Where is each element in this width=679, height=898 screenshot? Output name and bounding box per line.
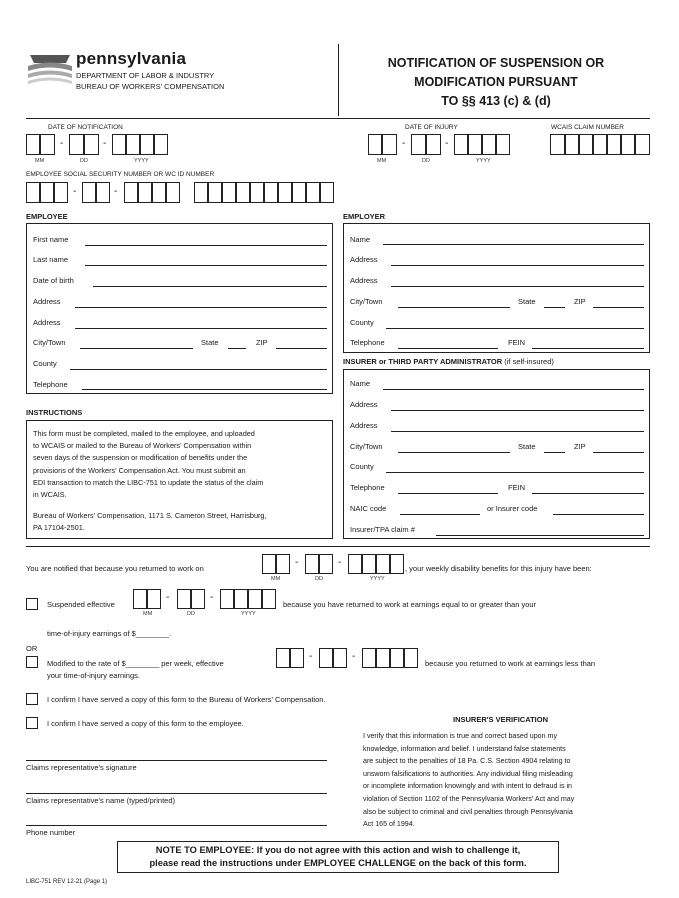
employer-state-label: State xyxy=(518,297,536,306)
employer-fein-label: FEIN xyxy=(508,338,526,347)
first-name-label: First name xyxy=(33,235,69,244)
brand-name: pennsylvania xyxy=(76,49,187,68)
employee-county-input[interactable] xyxy=(70,369,327,370)
rep-name-label: Claims representative's name (typed/printed) xyxy=(26,796,175,805)
employer-phone-input[interactable] xyxy=(398,348,498,349)
employer-address1-input[interactable] xyxy=(391,265,644,266)
employee-city-label: City/Town xyxy=(33,338,66,347)
tpa-claim-label: Insurer/TPA claim # xyxy=(350,525,415,534)
insurer-name-input[interactable] xyxy=(383,389,644,390)
ssn-label: EMPLOYEE SOCIAL SECURITY NUMBER OR WC ID NUMBER xyxy=(26,171,215,178)
confirm-employee-label: I confirm I have served a copy of this form to the employee. xyxy=(47,719,244,728)
employee-phone-label: Telephone xyxy=(33,380,68,389)
employer-zip-input[interactable] xyxy=(593,307,644,308)
date-of-injury-label: DATE OF INJURY xyxy=(405,124,458,131)
tpa-claim-input[interactable] xyxy=(436,535,644,536)
employee-county-label: County xyxy=(33,359,57,368)
insurer-phone-label: Telephone xyxy=(350,483,385,492)
modified-reason-2: your time-of-injury earnings. xyxy=(47,671,140,680)
employee-address1-input[interactable] xyxy=(75,307,327,308)
employer-name-label: Name xyxy=(350,235,371,244)
employer-address1-label: Address xyxy=(350,255,378,264)
employer-heading: EMPLOYER xyxy=(343,212,386,221)
insurer-address1-label: Address xyxy=(350,400,378,409)
bureau-name: BUREAU OF WORKERS' COMPENSATION xyxy=(76,82,225,91)
employee-address2-label: Address xyxy=(33,318,61,327)
note-to-employee: NOTE TO EMPLOYEE: If you do not agree with this action and wish to challenge it, please read the instructions under EMPLOYEE CHALLENGE on the back of this form. xyxy=(117,841,559,873)
employer-county-label: County xyxy=(350,318,374,327)
confirm-bureau-checkbox[interactable] xyxy=(26,693,38,705)
employer-county-input[interactable] xyxy=(386,328,644,329)
insurer-address1-input[interactable] xyxy=(391,410,644,411)
last-name-input[interactable] xyxy=(85,265,327,266)
employee-heading: EMPLOYEE xyxy=(26,212,68,221)
signature-input[interactable] xyxy=(26,760,327,761)
instructions-text: This form must be completed, mailed to the employee, and uploaded to WCAIS or mailed to the Bureau of Workers' Compensation within seven days of the suspension or modification of benefits under the provisions of the Workers' Compensation Act. You must submit an EDI transaction to match the LIBC-751 to update the status of the claim in WCAIS. Bureau of Workers' Compensation, 1171 S. Cameron Street, Harrisburg, PA 17104-2501. xyxy=(33,429,267,533)
insurer-fein-label: FEIN xyxy=(508,483,526,492)
insurer-address2-input[interactable] xyxy=(391,431,644,432)
employee-address1-label: Address xyxy=(33,297,61,306)
instructions-heading: INSTRUCTIONS xyxy=(26,408,83,417)
confirm-employee-checkbox[interactable] xyxy=(26,717,38,729)
form-id-footer: LIBC-751 REV 12-21 (Page 1) xyxy=(26,879,108,885)
insurer-heading: INSURER or THIRD PARTY ADMINISTRATOR (if self-insured) xyxy=(343,357,554,366)
date-of-notification-label: DATE OF NOTIFICATION xyxy=(48,124,123,131)
insurer-code-input[interactable] xyxy=(553,514,644,515)
insurer-phone-input[interactable] xyxy=(398,493,498,494)
rep-name-input[interactable] xyxy=(26,793,327,794)
disability-benefits-text: , your weekly disability benefits for this injury have been: xyxy=(405,564,592,573)
dob-label: Date of birth xyxy=(33,276,74,285)
header-divider xyxy=(338,44,339,116)
confirm-bureau-label: I confirm I have served a copy of this form to the Bureau of Workers' Compensation. xyxy=(47,695,326,704)
insurer-city-label: City/Town xyxy=(350,442,383,451)
verification-text: I verify that this information is true and correct based upon my knowledge, information and belief. I understand false statements are subject to the penalties of 18 Pa. C.S. Section 4904 relating to unsworn falsifications to authorities. Any individual filing misleading or incomplete information knowingly and with intent to defraud is in violation of Section 1102 of the Pennsylvania Workers' Act and may also be subject to criminal and civil penalties through Pennsylvania Act 165 of 1994. xyxy=(363,732,575,829)
insurer-state-label: State xyxy=(518,442,536,451)
employer-zip-label: ZIP xyxy=(574,297,586,306)
insurer-code-label: or Insurer code xyxy=(487,504,538,513)
insurer-name-label: Name xyxy=(350,379,371,388)
wcais-claim-label: WCAIS CLAIM NUMBER xyxy=(551,124,624,131)
employer-phone-label: Telephone xyxy=(350,338,385,347)
employer-city-label: City/Town xyxy=(350,297,383,306)
modified-checkbox[interactable] xyxy=(26,656,38,668)
insurer-fein-input[interactable] xyxy=(532,493,644,494)
employer-fein-input[interactable] xyxy=(532,348,644,349)
employer-section xyxy=(343,223,650,353)
suspended-label: Suspended effective xyxy=(47,600,115,609)
form-title: NOTIFICATION OF SUSPENSION OR MODIFICATION PURSUANT TO §§ 413 (c) & (d) xyxy=(387,56,605,108)
phone-number-input[interactable] xyxy=(26,825,327,826)
verification-heading: INSURER'S VERIFICATION xyxy=(453,715,548,724)
employee-state-input[interactable] xyxy=(228,348,246,349)
employee-city-input[interactable] xyxy=(80,348,193,349)
dob-input[interactable] xyxy=(93,286,327,287)
insurer-zip-input[interactable] xyxy=(593,452,644,453)
employee-state-label: State xyxy=(201,338,219,347)
time-of-injury-earnings: time-of-injury earnings of $________. xyxy=(47,629,172,638)
first-name-input[interactable] xyxy=(85,245,327,246)
return-to-work-text: You are notified that because you returned to work on xyxy=(26,564,204,573)
or-separator: OR xyxy=(26,644,38,653)
employer-name-input[interactable] xyxy=(383,244,644,245)
insurer-address2-label: Address xyxy=(350,421,378,430)
modified-reason: because you returned to work at earnings less than xyxy=(425,659,596,668)
insurer-county-input[interactable] xyxy=(386,472,644,473)
employee-zip-label: ZIP xyxy=(256,338,268,347)
section-rule xyxy=(26,546,650,547)
last-name-label: Last name xyxy=(33,255,69,264)
employer-address2-input[interactable] xyxy=(391,286,644,287)
suspended-checkbox[interactable] xyxy=(26,598,38,610)
insurer-state-input[interactable] xyxy=(544,452,565,453)
header-rule xyxy=(26,118,650,119)
insurer-county-label: County xyxy=(350,462,374,471)
insurer-zip-label: ZIP xyxy=(574,442,586,451)
employer-city-input[interactable] xyxy=(398,307,510,308)
employee-address2-input[interactable] xyxy=(75,328,327,329)
employee-phone-input[interactable] xyxy=(82,389,327,390)
naic-code-input[interactable] xyxy=(400,514,480,515)
employee-zip-input[interactable] xyxy=(276,348,327,349)
employer-address2-label: Address xyxy=(350,276,378,285)
naic-code-label: NAIC code xyxy=(350,504,387,513)
signature-label: Claims representative's signature xyxy=(26,763,137,772)
modified-label: Modified to the rate of $________ per week, effective xyxy=(47,659,224,668)
suspended-reason: because you have returned to work at earnings equal to or greater than your xyxy=(283,600,537,609)
department-name: DEPARTMENT OF LABOR & INDUSTRY xyxy=(76,71,215,80)
insurer-city-input[interactable] xyxy=(398,452,510,453)
phone-number-label: Phone number xyxy=(26,828,76,837)
keystone-logo-icon xyxy=(26,49,74,91)
employer-state-input[interactable] xyxy=(544,307,565,308)
